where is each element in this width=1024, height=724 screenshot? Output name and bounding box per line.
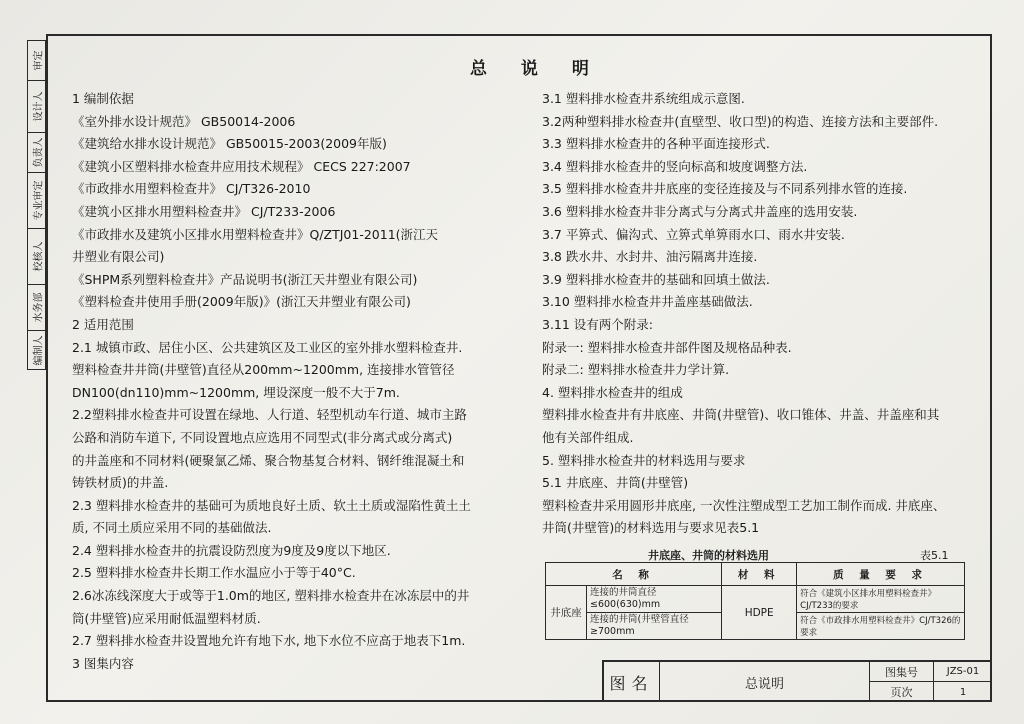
cell-name: 连接的井筒直径≤600(630)mm: [587, 586, 722, 613]
materials-table: [545, 562, 965, 640]
strip-label: 编制人: [33, 335, 44, 365]
strip-label: 审定: [33, 50, 44, 71]
text-line: 《建筑给水排水设计规范》 GB50015-2003(2009年版): [72, 136, 387, 152]
page-title: 总 说 明: [470, 59, 603, 79]
title-block: [602, 660, 992, 702]
cell-name: 连接的井筒(井壁管直径≥700mm: [587, 613, 722, 640]
text-line: 2.2塑料排水检查井可设置在绿地、人行道、轻型机动车行道、城市主路: [72, 407, 467, 423]
table-row: [546, 586, 965, 613]
text-line: 5.1 井底座、井筒(井壁管): [542, 475, 689, 491]
header-requirement: 质 量 要 求: [797, 563, 965, 586]
text-line: 附录二: 塑料排水检查井力学计算.: [542, 362, 730, 378]
text-line: 3 图集内容: [72, 655, 134, 671]
strip-label: 设计人: [33, 91, 44, 122]
strip-cell: [28, 133, 45, 173]
text-line: 2.5 塑料排水检查井长期工作水温应小于等于40°C.: [72, 565, 356, 581]
page-number-label: 页次: [870, 682, 934, 702]
text-line: 3.10 塑料排水检查井井盖座基础做法.: [542, 294, 753, 310]
text-line: 3.4 塑料排水检查井的竖向标高和坡度调整方法.: [542, 158, 808, 174]
text-line: 《建筑小区排水用塑料检查井》 CJ/T233-2006: [72, 203, 336, 219]
strip-cell: [28, 81, 45, 133]
text-line: 《SHPM系列塑料检查井》产品说明书(浙江天井塑业有限公司): [72, 271, 418, 287]
page-number-value: 1: [959, 686, 967, 698]
table-caption: 井底座、井筒的材料选用: [648, 549, 769, 562]
text-line: 塑料检查井井筒(井壁管)直径从200mm~1200mm, 连接排水管管径: [72, 362, 455, 378]
strip-cell: [28, 41, 45, 81]
strip-cell: [28, 229, 45, 285]
header-name: 名 称: [546, 563, 722, 586]
left-column: [72, 88, 537, 675]
text-line: 3.7 平箅式、偏沟式、立箅式单箅雨水口、雨水井安装.: [542, 226, 845, 242]
text-line: 筒(井壁管)应采用耐低温塑料材质.: [72, 610, 261, 626]
text-line: 2.3 塑料排水检查井的基础可为质地良好土质、软土土质或湿陷性黄土土: [72, 497, 471, 513]
text-line: 塑料检查井采用圆形井底座, 一次性注塑成型工艺加工制作而成. 井底座、: [542, 497, 946, 513]
text-line: 井塑业有限公司): [72, 249, 165, 265]
text-line: 铸铁材质)的井盖.: [72, 475, 169, 491]
text-line: 他有关部件组成.: [542, 429, 634, 445]
cell-material: HDPE: [722, 586, 797, 640]
text-line: 《室外排水设计规范》 GB50014-2006: [72, 113, 296, 129]
text-line: 2.4 塑料排水检查井的抗震设防烈度为9度及9度以下地区.: [72, 542, 391, 558]
text-line: 3.3 塑料排水检查井的各种平面连接形式.: [542, 136, 770, 152]
cell-requirement: 符合《市政排水用塑料检查井》CJ/T326的要求: [797, 613, 965, 640]
text-line: 5. 塑料排水检查井的材料选用与要求: [542, 452, 746, 468]
text-line: 《市政排水用塑料检查井》 CJ/T326-2010: [72, 181, 311, 197]
text-line: 2.7 塑料排水检查井设置地允许有地下水, 地下水位不应高于地表下1m.: [72, 633, 466, 649]
text-line: 井筒(井壁管)的材料选用与要求见表5.1: [542, 520, 760, 536]
text-line: 公路和消防车道下, 不同设置地点应选用不同型式(非分离式或分离式): [72, 429, 453, 445]
table-header-row: [546, 563, 965, 586]
drawing-name-value: 总说明: [660, 662, 870, 702]
text-line: 3.11 设有两个附录:: [542, 316, 654, 332]
text-line: 3.5 塑料排水检查井井底座的变径连接及与不同系列排水管的连接.: [542, 181, 908, 197]
text-line: 塑料排水检查井有井底座、井筒(井壁管)、收口锥体、井盖、井盖座和其: [542, 407, 940, 423]
strip-cell: [28, 285, 45, 331]
text-line: 1 编制依据: [72, 91, 134, 106]
text-line: 3.6 塑料排水检查井非分离式与分离式井盖座的选用安装.: [542, 203, 858, 219]
text-line: 3.2两种塑料排水检查井(直壁型、收口型)的构造、连接方法和主要部件.: [542, 113, 939, 129]
text-line: 质, 不同土质应采用不同的基础做法.: [72, 520, 272, 536]
text-line: 的井盖座和不同材料(硬聚氯乙烯、聚合物基复合材料、钢纤维混凝土和: [72, 452, 465, 468]
drawing-name-label: 图名: [604, 662, 660, 702]
text-line: 3.9 塑料排水检查井的基础和回填土做法.: [542, 271, 770, 287]
header-material: 材 料: [722, 563, 797, 586]
strip-label: 水务部: [33, 292, 44, 323]
text-line: 2.6冰冻线深度大于或等于1.0m的地区, 塑料排水检查井在冰冻层中的井: [72, 588, 470, 604]
cell-requirement: 符合《建筑小区排水用塑料检查井》CJ/T233的要求: [797, 586, 965, 613]
row-group-label: 井底座: [546, 586, 587, 640]
atlas-number-label: 图集号: [870, 662, 934, 682]
atlas-number-value: JZS-01: [934, 662, 992, 682]
text-line: 4. 塑料排水检查井的组成: [542, 384, 683, 400]
text-line: 2.1 城镇市政、居住小区、公共建筑区及工业区的室外排水塑料检查井.: [72, 339, 463, 355]
signature-strip: [27, 40, 46, 370]
text-line: 附录一: 塑料排水检查井部件图及规格品种表.: [542, 339, 792, 355]
strip-label: 专业审定: [33, 180, 44, 221]
text-line: 3.1 塑料排水检查井系统组成示意图.: [542, 91, 745, 106]
text-line: 3.8 跌水井、水封井、油污隔离井连接.: [542, 249, 758, 265]
text-line: 《建筑小区塑料排水检查井应用技术规程》 CECS 227:2007: [72, 158, 411, 174]
strip-label: 负责人: [33, 137, 44, 168]
strip-cell: [28, 331, 45, 369]
text-line: 《市政排水及建筑小区排水用塑料检查井》Q/ZTJ01-2011(浙江天: [72, 226, 439, 242]
right-column: [542, 88, 982, 540]
text-line: DN100(dn110)mm~1200mm, 埋设深度一般不大于7m.: [72, 384, 400, 400]
text-line: 《塑料检查井使用手册(2009年版)》(浙江天井塑业有限公司): [72, 294, 411, 310]
strip-cell: [28, 173, 45, 229]
text-line: 2 适用范围: [72, 316, 134, 332]
table-number: 表5.1: [920, 549, 949, 562]
strip-label: 校核人: [33, 241, 44, 272]
